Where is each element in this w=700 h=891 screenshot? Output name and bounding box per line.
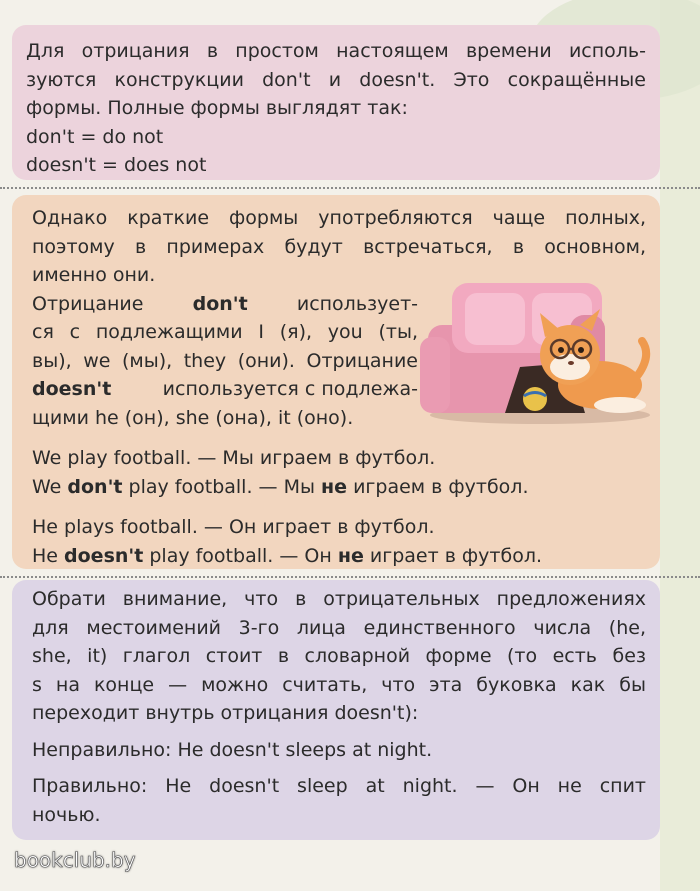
keyword-doesnt: doesn't <box>64 544 144 567</box>
spacer <box>32 728 646 736</box>
text-line <box>32 375 418 404</box>
text-line: поэтому в примерах будут встречаться, в основном, <box>32 235 646 258</box>
text-line: щими he (он), she (она), it (оно). <box>32 406 354 429</box>
text-line: именно они. <box>32 264 156 286</box>
text-span: play football. — Он <box>143 544 338 567</box>
sofa-arm <box>420 337 450 413</box>
cat-tail <box>638 341 646 375</box>
spacer <box>32 501 646 513</box>
text-line: Обрати внимание, что в отрицательных предложениях <box>32 588 646 610</box>
text-span: играем в футбол. <box>347 475 529 498</box>
keyword-dont: don't <box>67 475 123 498</box>
text-span: использует- <box>296 292 418 315</box>
text-line: формы. Полные формы выглядят так: <box>26 97 408 119</box>
spacer <box>32 764 646 772</box>
spacer <box>32 432 646 444</box>
cat-nose <box>568 361 574 365</box>
text-span: We <box>32 475 68 498</box>
cat-eye <box>558 347 564 353</box>
info-box-lilac <box>12 580 660 840</box>
form-line: doesn't = does not <box>26 154 207 176</box>
page-decor-strip <box>660 0 700 891</box>
info-box-pink <box>12 25 660 180</box>
text-line: ся с подлежащими I (я), you (ты, <box>32 321 418 343</box>
text-line: she, it) глагол стоит в словарной форме (то есть без <box>32 645 646 667</box>
example-line <box>32 473 646 502</box>
keyword-doesnt: doesn't <box>32 378 112 400</box>
example-line: He plays football. — Он играет в футбол. <box>32 516 435 538</box>
example-line: We play football. — Мы играем в футбол. <box>32 447 436 469</box>
dotted-divider <box>0 576 700 578</box>
wrong-example: Неправильно: He doesn't sleeps at night. <box>32 738 433 761</box>
text-line: зуются конструкции don't и doesn't. Это сокращённые <box>26 68 646 91</box>
text-span: играет в футбол. <box>363 544 543 567</box>
text-line: для местоимений 3-го лица единственного числа (he, <box>32 616 646 639</box>
text-span: используется с подлежа- <box>162 378 418 400</box>
text-line <box>32 290 418 319</box>
dotted-divider <box>0 187 700 189</box>
text-line: Для отрицания в простом настоящем времени исполь- <box>26 40 646 62</box>
text-span: Отрицание <box>32 292 144 315</box>
keyword-ne: не <box>337 544 364 567</box>
example-line <box>32 542 646 571</box>
cat-eye <box>578 347 584 353</box>
right-example: Правильно: He doesn't sleep at night. — Он не спит <box>32 775 646 797</box>
ball <box>523 387 547 411</box>
form-line: don't = do not <box>26 125 164 148</box>
cat-paw <box>594 397 646 413</box>
text-line: переходит внутрь отрицания doesn't): <box>32 702 419 724</box>
keyword-dont: don't <box>192 292 248 315</box>
text-line: s на конце — можно считать, что эта буковка как бы <box>32 673 646 696</box>
text-line: вы), we (мы), they (они). Отрицание <box>32 349 418 372</box>
right-example: ночью. <box>32 803 101 826</box>
text-span: He <box>32 544 65 567</box>
sofa-cushion <box>465 293 525 345</box>
text-span: play football. — Мы <box>122 475 322 498</box>
cat-on-sofa-illustration <box>420 275 652 425</box>
watermark: bookclub.by <box>14 848 136 872</box>
text-line: Однако краткие формы употребляются чаще полных, <box>32 207 646 229</box>
keyword-ne: не <box>321 475 348 498</box>
